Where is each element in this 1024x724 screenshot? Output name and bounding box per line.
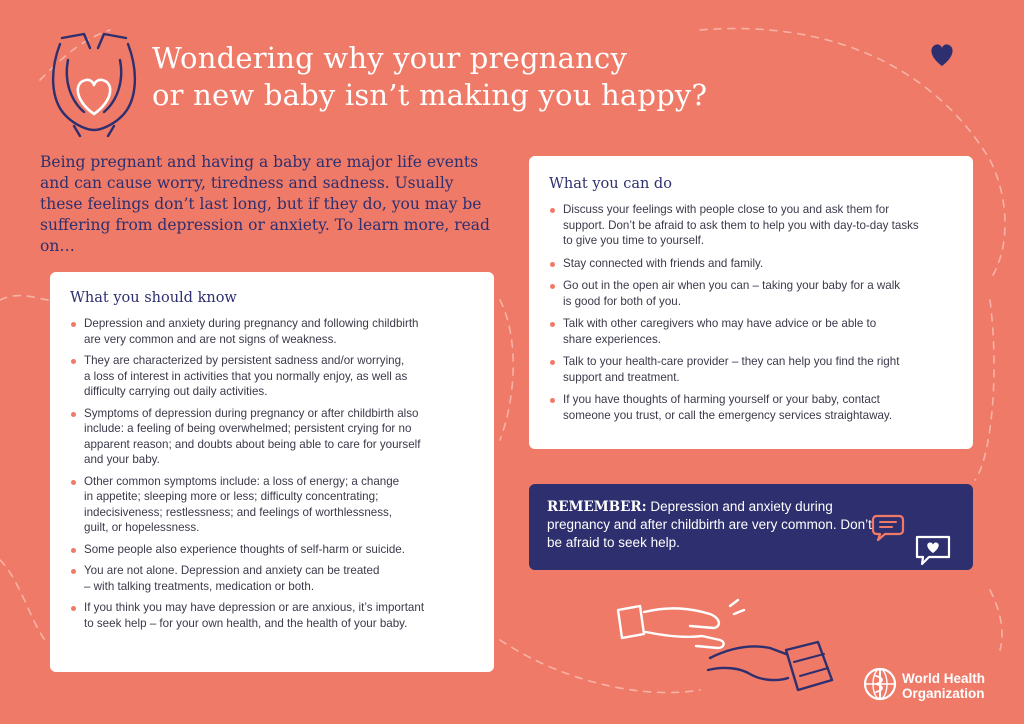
remember-box — [529, 484, 973, 570]
do-item: Stay connected with friends and family. — [549, 256, 953, 272]
know-item: Depression and anxiety during pregnancy and following childbirth are very common and are not signs of weakness. — [70, 316, 474, 347]
know-item: You are not alone. Depression and anxiety can be treated – with talking treatments, medication or both. — [70, 563, 474, 594]
do-item: Go out in the open air when you can – taking your baby for a walk is good for both of you. — [549, 278, 953, 309]
reaching-hands-illustration — [610, 592, 850, 702]
who-logo — [862, 664, 1012, 712]
remember-body: Depression and anxiety during pregnancy and after childbirth are very common. Don’t be afraid to seek help. — [547, 499, 872, 550]
remember-label: REMEMBER: — [547, 499, 647, 515]
do-item: Discuss your feelings with people close to you and ask them for support. Don’t be afraid to ask them to help you with day-to-day tasks to give you time to yourself. — [549, 202, 953, 249]
heart-icon — [928, 42, 956, 68]
know-item: Symptoms of depression during pregnancy or after childbirth also include: a feeling of being overwhelmed; persistent crying for no apparent reason; and doubts about being able to care for yourself and your baby. — [70, 406, 474, 468]
know-heading: What you should know — [70, 290, 237, 306]
know-list — [70, 316, 474, 631]
hands-heart-icon — [44, 30, 144, 140]
who-name: World Health Organization — [902, 671, 986, 701]
who-emblem-icon — [862, 666, 898, 702]
do-item: If you have thoughts of harming yourself or your baby, contact someone you trust, or call the emergency services straightaway. — [549, 392, 953, 423]
page-title: Wondering why your pregnancy or new baby isn’t making you happy? — [152, 41, 708, 112]
do-list — [549, 202, 953, 423]
do-heading: What you can do — [549, 176, 672, 192]
remember-text — [547, 498, 877, 552]
know-item: They are characterized by persistent sadness and/or worrying, a loss of interest in activities that you normally enjoy, as well as difficulty carrying out daily activities. — [70, 353, 474, 400]
heart-message-icon — [913, 534, 953, 568]
intro-text: Being pregnant and having a baby are major life events and can cause worry, tiredness and sadness. Usually these feelings don’t last long, but if they do, you may be suffering from depression or anxiety. To learn more, read on… — [40, 153, 490, 255]
know-item: Some people also experience thoughts of self-harm or suicide. — [70, 542, 474, 558]
card-what-you-can-do — [529, 156, 973, 449]
know-item: If you think you may have depression or are anxious, it’s important to seek help – for your own health, and the health of your baby. — [70, 600, 474, 631]
card-what-you-should-know — [50, 272, 494, 672]
do-item: Talk with other caregivers who may have advice or be able to share experiences. — [549, 316, 953, 347]
chat-bubble-icon — [871, 512, 905, 544]
know-item: Other common symptoms include: a loss of energy; a change in appetite; sleeping more or less; difficulty concentrating; indecisiveness; restlessness; and feelings of worthlessness, guilt, or hopelessness. — [70, 474, 474, 536]
do-item: Talk to your health-care provider – they can help you find the right support and treatment. — [549, 354, 953, 385]
